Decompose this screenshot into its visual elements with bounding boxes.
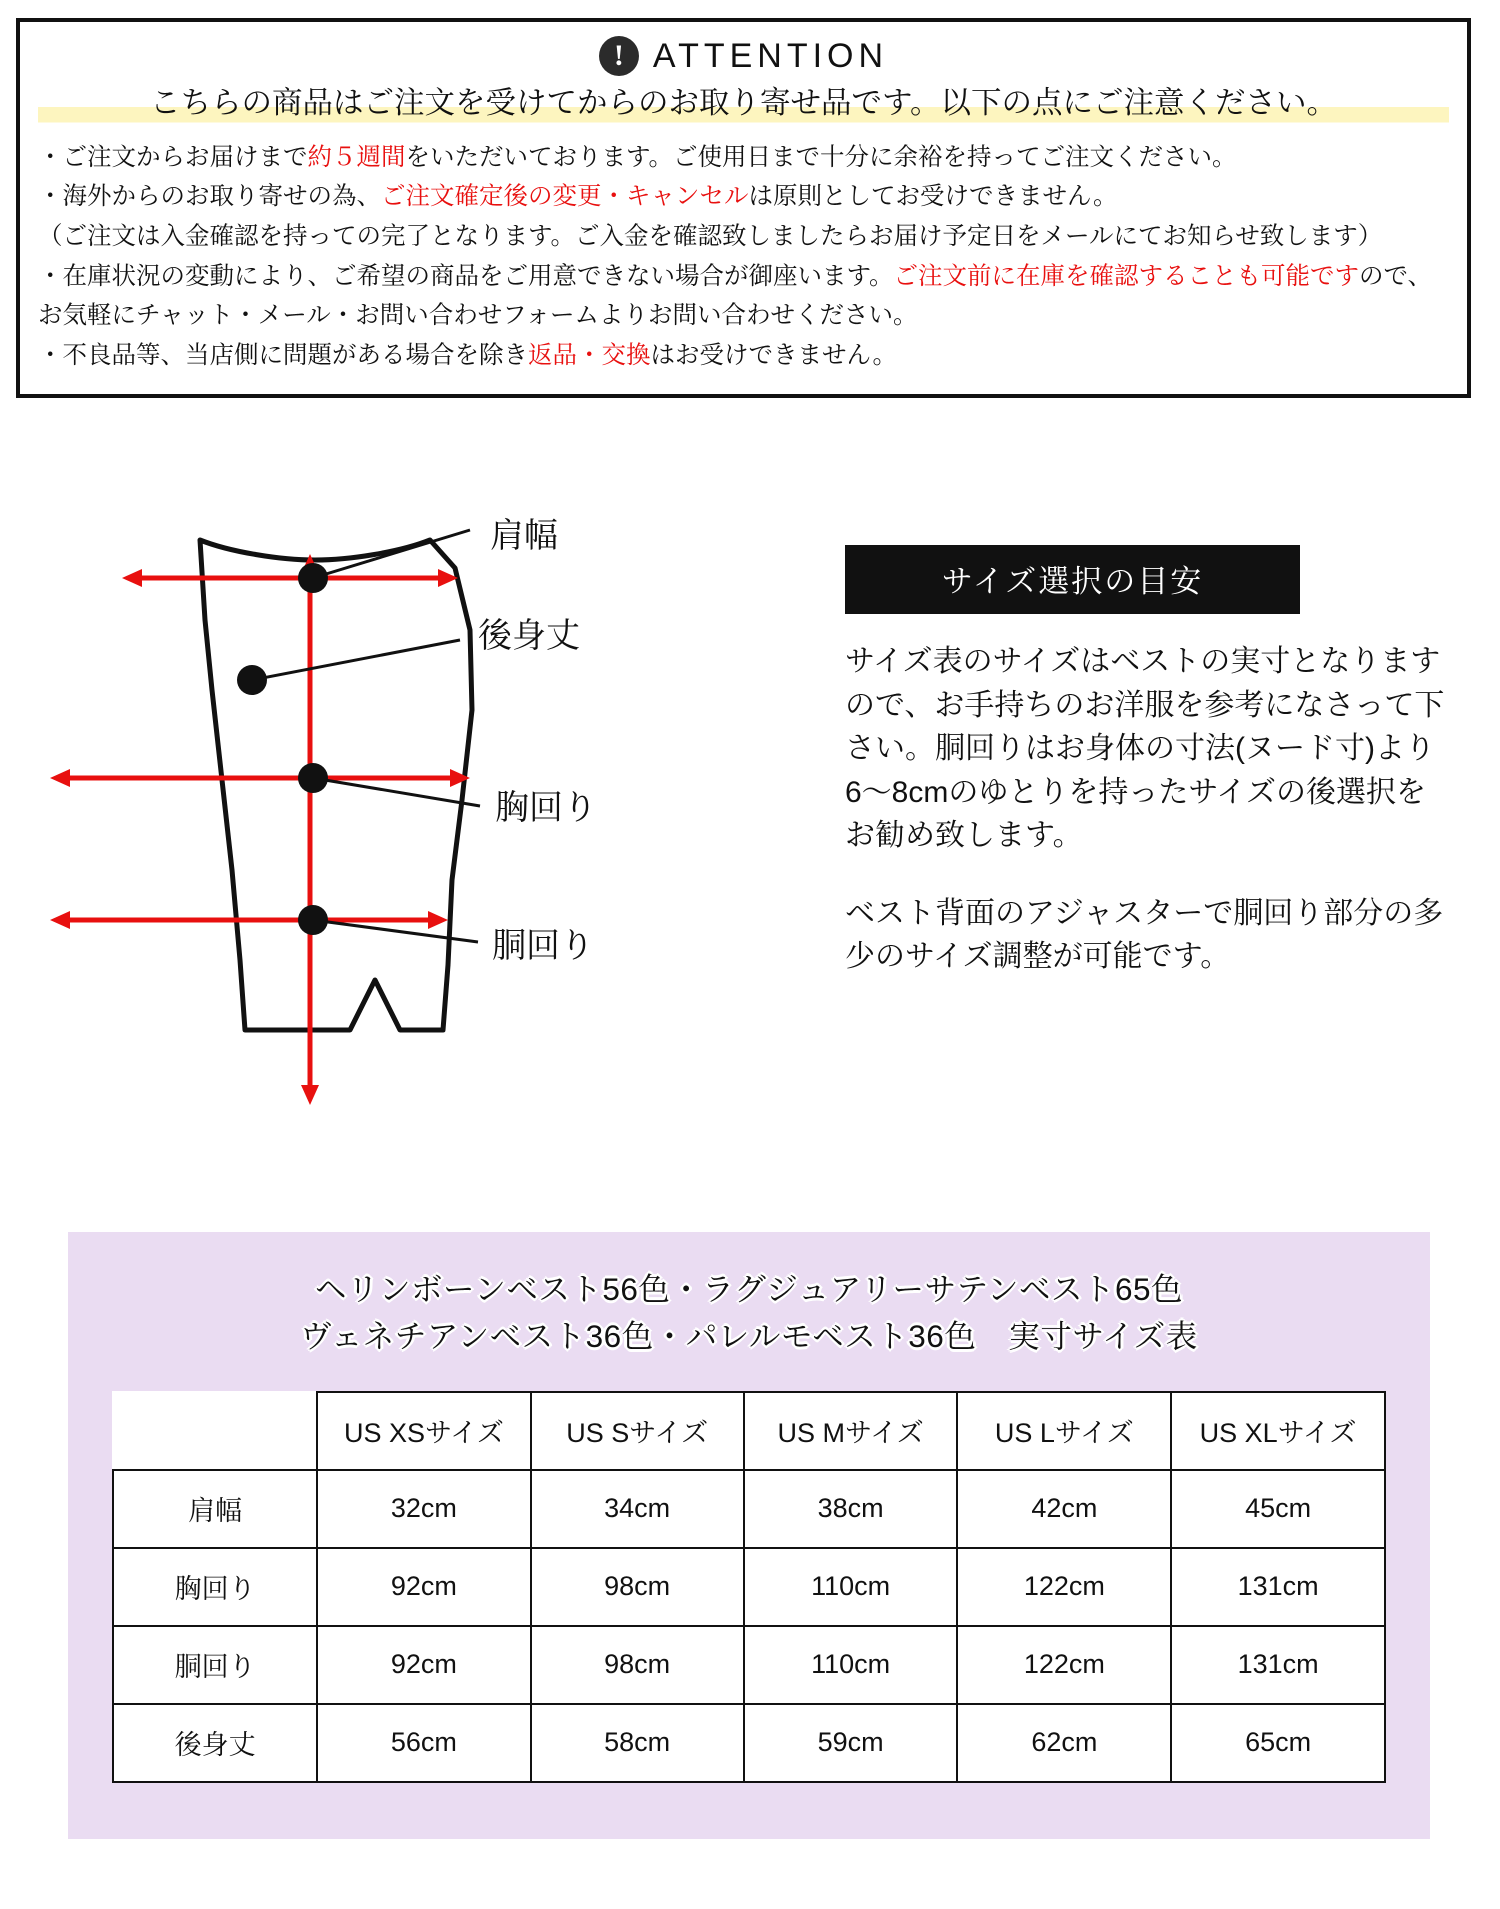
size-table-col-xl: US XLサイズ — [1171, 1392, 1385, 1470]
vest-diagram-svg — [0, 510, 800, 1190]
attention-text-run: は原則としてお受けできません。 — [748, 183, 1118, 211]
size-table-cell: 34cm — [531, 1470, 744, 1548]
attention-notice-line — [38, 138, 1449, 178]
size-table-cell: 122cm — [957, 1548, 1171, 1626]
size-guide-panel — [845, 545, 1445, 1013]
size-table-row-label: 肩幅 — [113, 1470, 317, 1548]
size-table-cell: 32cm — [317, 1470, 530, 1548]
attention-text-run: ・在庫状況の変動により、ご希望の商品をご用意できない場合が御座います。 — [38, 262, 894, 290]
back-length-point-dot — [237, 665, 267, 695]
table-row — [113, 1626, 1385, 1704]
size-table-cell: 45cm — [1171, 1470, 1385, 1548]
size-table-corner-cell — [113, 1392, 317, 1470]
attention-text-run: 約５週間 — [307, 143, 406, 171]
vest-outline — [200, 540, 472, 1030]
size-table-cell: 131cm — [1171, 1548, 1385, 1626]
size-table-title-line2: ヴェネチアンベスト36色・パレルモベスト36色 実寸サイズ表 — [300, 1318, 1198, 1355]
table-row — [113, 1548, 1385, 1626]
size-table-row-label: 後身丈 — [113, 1704, 317, 1782]
label-shoulder: 肩幅 — [490, 516, 558, 555]
attention-title: ATTENTION — [652, 36, 889, 75]
table-row — [113, 1704, 1385, 1782]
attention-text-run: ・不良品等、当店側に問題がある場合を除き — [38, 342, 528, 370]
size-table-row-label: 胴回り — [113, 1626, 317, 1704]
leader-lines — [237, 530, 480, 942]
attention-lead: こちらの商品はご注文を受けてからのお取り寄せ品です。以下の点にご注意ください。 — [38, 84, 1449, 124]
size-table-col-s: US Sサイズ — [531, 1392, 744, 1470]
size-guide-header: サイズ選択の目安 — [845, 545, 1300, 614]
attention-notice-line — [38, 336, 1449, 376]
waist-arrow — [50, 911, 448, 929]
attention-box — [16, 18, 1471, 398]
size-table-cell: 122cm — [957, 1626, 1171, 1704]
size-table-cell: 58cm — [531, 1704, 744, 1782]
shoulder-width-arrow — [122, 569, 458, 587]
size-table-cell: 38cm — [744, 1470, 958, 1548]
size-table-cell: 62cm — [957, 1704, 1171, 1782]
attention-text-run: ・海外からのお取り寄せの為、 — [38, 183, 381, 211]
size-table-cell: 110cm — [744, 1626, 958, 1704]
attention-text-run: ・ご注文からお届けまで — [38, 143, 308, 171]
size-table-col-xs: US XSサイズ — [317, 1392, 530, 1470]
attention-notice-line — [38, 257, 1449, 336]
size-table — [112, 1391, 1386, 1783]
size-table-cell: 110cm — [744, 1548, 958, 1626]
chest-arrow — [50, 769, 470, 787]
attention-text-run: はお受けできません。 — [650, 342, 897, 370]
vest-measurement-diagram — [0, 510, 800, 1190]
size-table-header-row — [113, 1392, 1385, 1470]
size-table-cell: 92cm — [317, 1548, 530, 1626]
size-table-section — [68, 1232, 1430, 1839]
size-table-title — [68, 1266, 1430, 1361]
size-table-title-line1: ヘリンボーンベスト56色・ラグジュアリーサテンベスト65色 — [315, 1271, 1183, 1307]
chest-point-dot — [298, 763, 328, 793]
attention-text-run: ご注文確定後の変更・キャンセル — [381, 183, 749, 211]
size-guide-paragraph-2: ベスト背面のアジャスターで胴回り部分の多少のサイズ調整が可能です。 — [845, 896, 1444, 973]
size-guide-body — [845, 640, 1445, 979]
label-back-length: 後身丈 — [478, 616, 580, 655]
attention-notice-line — [38, 177, 1449, 217]
size-table-col-l: US Lサイズ — [957, 1392, 1171, 1470]
size-table-cell: 98cm — [531, 1626, 744, 1704]
size-table-cell: 92cm — [317, 1626, 530, 1704]
attention-text-run: をいただいております。ご使用日まで十分に余裕を持ってご注文ください。 — [405, 143, 1237, 171]
size-table-row-label: 胸回り — [113, 1548, 317, 1626]
size-table-cell: 56cm — [317, 1704, 530, 1782]
size-table-col-m: US Mサイズ — [744, 1392, 958, 1470]
label-waist: 胴回り — [492, 926, 594, 965]
attention-header — [38, 36, 1449, 76]
attention-notice-line — [38, 217, 1449, 257]
attention-notice-list — [38, 138, 1449, 376]
size-table-cell: 65cm — [1171, 1704, 1385, 1782]
attention-text-run: ので、お気軽にチャット・メール・お問い合わせフォームよりお問い合わせください。 — [38, 262, 1433, 330]
attention-text-run: ご注文前に在庫を確認することも可能です — [893, 262, 1360, 290]
attention-text-run: （ご注文は入金確認を持っての完了となります。ご入金を確認致しましたらお届け予定日をメールにてお知らせ致します） — [38, 223, 1383, 251]
shoulder-point-dot — [298, 563, 328, 593]
size-table-cell: 59cm — [744, 1704, 958, 1782]
waist-point-dot — [298, 905, 328, 935]
attention-text-run: 返品・交換 — [528, 342, 651, 370]
table-row — [113, 1470, 1385, 1548]
size-table-cell: 98cm — [531, 1548, 744, 1626]
size-guide-paragraph-1: サイズ表のサイズはベストの実寸となりますので、お手持ちのお洋服を参考になさって下さい。胴回りはお身体の寸法(ヌード寸)より6〜8cmのゆとりを持ったサイズの後選択をお勧め致します。 — [845, 645, 1445, 852]
size-table-cell: 42cm — [957, 1470, 1171, 1548]
label-chest: 胸回り — [495, 788, 597, 827]
exclamation-icon: ! — [599, 36, 639, 76]
size-table-cell: 131cm — [1171, 1626, 1385, 1704]
back-length-arrow — [301, 554, 319, 1105]
